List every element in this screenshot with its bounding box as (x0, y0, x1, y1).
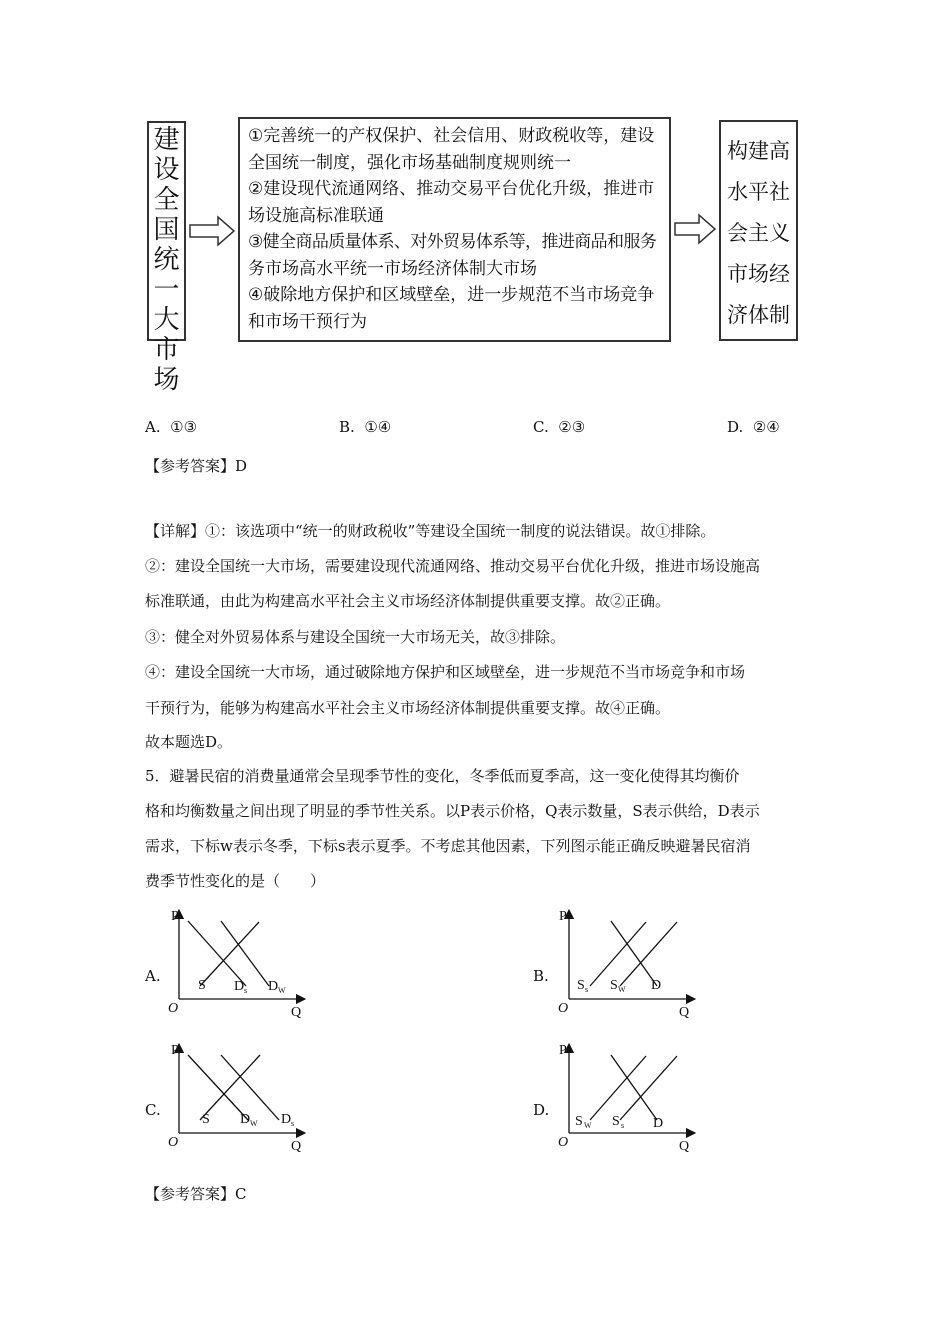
middle-line: 场设施高标准联通 (248, 205, 384, 226)
curve-1 (188, 1055, 248, 1120)
explanation-line: 故本题选D。 (145, 733, 233, 751)
q-label: Q (291, 1139, 302, 1154)
middle-line: 全国统一制度，强化市场基础制度规则统一 (248, 152, 571, 173)
graph-option-b[interactable]: B. (533, 967, 549, 985)
left-char: 统 (153, 245, 180, 275)
curve-1 (188, 921, 246, 986)
option-label: B. (339, 418, 355, 436)
q-label: Q (679, 1139, 690, 1154)
question-line: 费季节性变化的是（ ） (145, 872, 326, 890)
left-char: 建 (153, 125, 180, 155)
curve-2 (620, 922, 677, 986)
question-line: 5．避暑民宿的消费量通常会呈现季节性的变化，冬季低而夏季高，这一变化使得其均衡价 (145, 767, 740, 785)
curve-2 (221, 921, 269, 986)
curve-label: D (268, 979, 279, 994)
option-text: ②③ (558, 418, 586, 436)
curve-label: D (281, 1112, 292, 1127)
left-char: 设 (153, 155, 180, 185)
middle-line: ②建设现代流通网络、推动交易平台优化升级，推进市 (248, 179, 655, 199)
option-label: D. (727, 418, 744, 436)
option-d[interactable] (727, 418, 780, 436)
graph-option-d[interactable]: D. (533, 1101, 550, 1119)
curve-2 (620, 1056, 677, 1120)
curve-subscript: s (291, 1119, 295, 1128)
p-label: P (171, 909, 179, 924)
q5-answer: 【参考答案】C (145, 1185, 247, 1203)
explanation-line: ②：建设全国统一大市场，需要建设现代流通网络、推动交易平台优化升级，推进市场设施高 (145, 557, 761, 575)
arrow-icon (673, 212, 719, 246)
right-line: 市场经 (727, 262, 790, 286)
middle-line: ④破除地方保护和区域壁垒，进一步规范不当市场竞争 (248, 285, 655, 305)
q-label: Q (679, 1005, 690, 1020)
left-char: 大 (153, 305, 180, 335)
left-char: 市 (153, 335, 180, 365)
graph-b (553, 906, 703, 1021)
curve-label: D (651, 978, 662, 993)
curve-subscript: W (278, 986, 286, 995)
curve-label: D (653, 1116, 664, 1131)
option-b[interactable] (339, 418, 391, 436)
graph-option-c[interactable]: C. (145, 1101, 161, 1119)
curve-label: D (234, 979, 245, 994)
option-label: A. (145, 418, 161, 436)
middle-line: ③健全商品质量体系、对外贸易体系等，推进商品和服务 (248, 232, 657, 252)
curve-subscript: s (585, 985, 589, 994)
explanation-line: 【详解】①：该选项中“统一的财政税收”等建设全国统一制度的说法错误。故①排除。 (145, 522, 716, 540)
middle-line: ①完善统一的产权保护、社会信用、财政税收等，建设 (248, 126, 655, 146)
graph-c (163, 1040, 313, 1155)
left-char: 国 (153, 215, 180, 245)
curve-label: D (240, 1112, 251, 1127)
explanation-line: 干预行为，能够为构建高水平社会主义市场经济体制提供重要支撑。故④正确。 (145, 699, 671, 717)
p-label: P (559, 1043, 567, 1058)
option-text: ①③ (170, 418, 198, 436)
curve-label: S (198, 978, 206, 993)
diagram-middle-text (240, 119, 669, 339)
diagram-middle-box (238, 117, 671, 342)
explanation-line: 标准联通，由此为构建高水平社会主义市场经济体制提供重要支撑。故②正确。 (145, 592, 671, 610)
curve-label: S (610, 978, 618, 993)
arrow-icon (188, 214, 238, 248)
diagram-right-box (719, 120, 798, 341)
left-char: 场 (153, 365, 180, 395)
left-char: 全 (153, 185, 180, 215)
p-label: P (171, 1043, 179, 1058)
question-line: 需求，下标w表示冬季，下标s表示夏季。不考虑其他因素，下列图示能正确反映避暑民宿消 (145, 837, 751, 855)
curve-subscript: s (244, 986, 248, 995)
graph-a (163, 906, 313, 1021)
curve-label: S (575, 1114, 583, 1129)
curve-label: S (612, 1114, 620, 1129)
middle-line: 务市场高水平统一市场经济体制大市场 (248, 258, 537, 279)
diagram-left-box (147, 121, 186, 395)
option-text: ①④ (364, 418, 392, 436)
right-line: 济体制 (727, 303, 790, 327)
diagram-right-text (721, 122, 796, 336)
curve-subscript: s (621, 1121, 625, 1130)
origin-label: O (558, 1001, 569, 1016)
curve-subscript: W (584, 1121, 592, 1130)
origin-label: O (168, 1135, 179, 1150)
graph-option-a[interactable]: A. (145, 967, 161, 985)
right-line: 会主义 (727, 221, 790, 245)
question-line: 格和均衡数量之间出现了明显的季节性关系。以P表示价格，Q表示数量，S表示供给，D表示 (145, 802, 760, 820)
origin-label: O (558, 1135, 569, 1150)
option-a[interactable] (145, 418, 197, 436)
q4-answer: 【参考答案】D (145, 457, 248, 475)
explanation-line: ④：建设全国统一大市场，通过破除地方保护和区域壁垒，进一步规范不当市场竞争和市场 (145, 663, 746, 681)
curve-subscript: W (618, 985, 626, 994)
graph-d (553, 1040, 703, 1155)
curve-label: S (202, 1112, 210, 1127)
option-c[interactable] (533, 418, 585, 436)
p-label: P (559, 909, 567, 924)
curve-subscript: W (250, 1119, 258, 1128)
q-label: Q (291, 1005, 302, 1020)
right-line: 构建高 (727, 139, 790, 163)
curve-label: S (577, 978, 585, 993)
explanation-line: ③：健全对外贸易体系与建设全国统一大市场无关，故③排除。 (145, 628, 566, 646)
option-text: ②④ (752, 418, 780, 436)
diagram-left-text (149, 123, 184, 395)
right-line: 水平社 (727, 180, 790, 204)
middle-line: 和市场干预行为 (248, 311, 367, 332)
left-char: 一 (153, 275, 180, 305)
origin-label: O (168, 1001, 179, 1016)
option-label: C. (533, 418, 549, 436)
